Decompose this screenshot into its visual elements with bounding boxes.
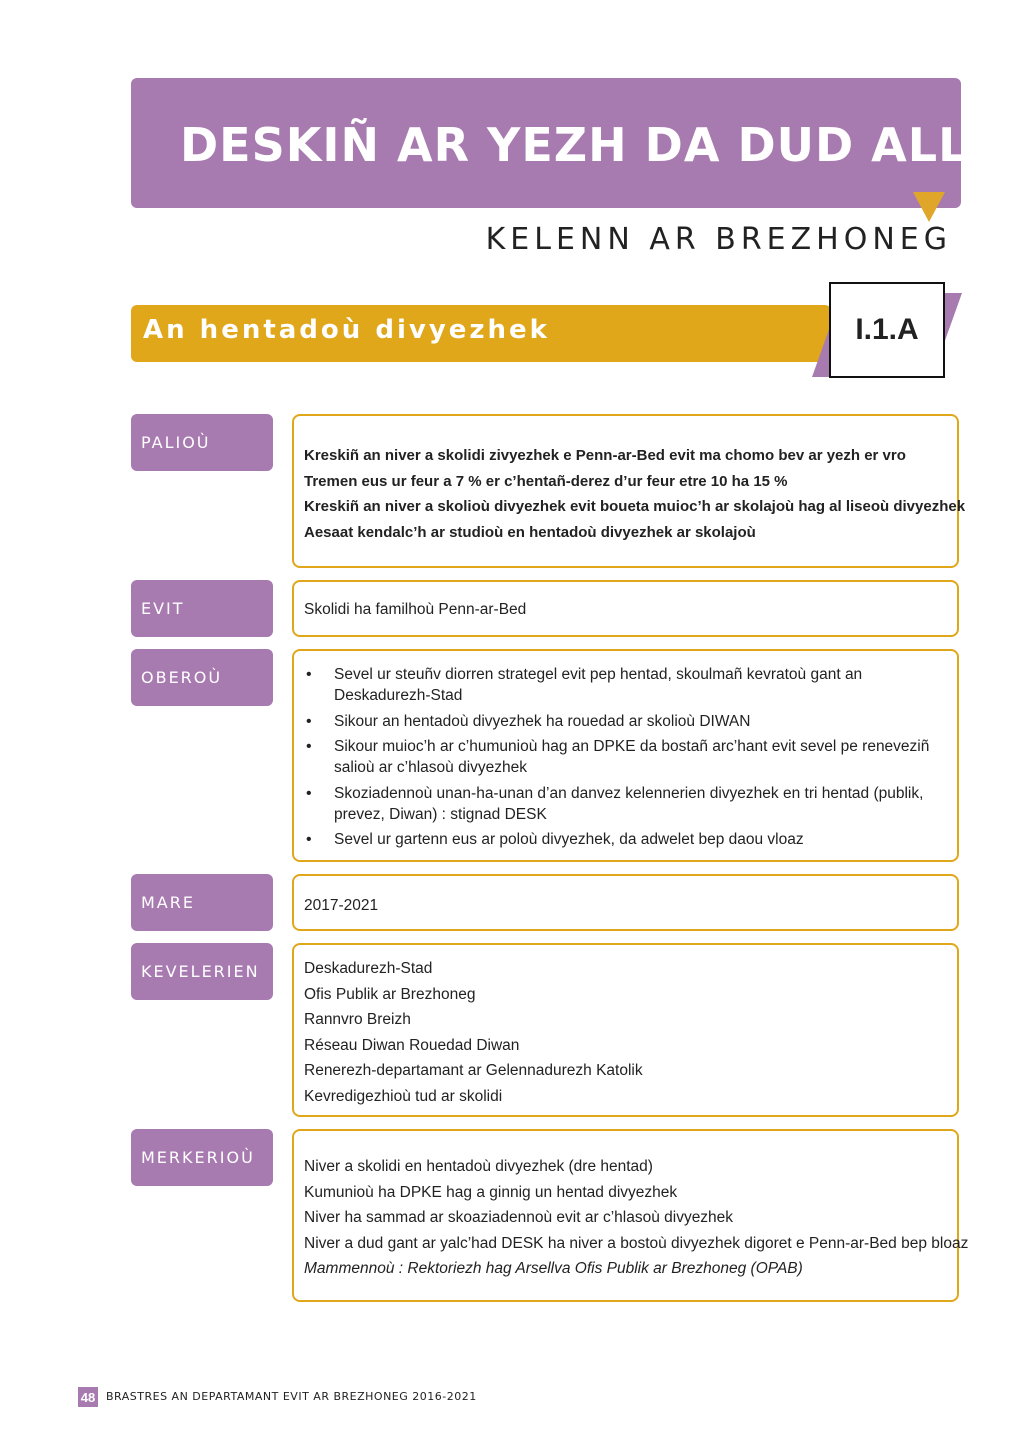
label-mare: MARE	[131, 874, 273, 931]
section-code: I.1.A	[829, 282, 945, 378]
label-palioù: PALIOÙ	[131, 414, 273, 471]
kevelerien-line: Renerezh-departamant ar Gelennadurezh Katolik	[304, 1062, 643, 1079]
merkerioù-line: Niver a skolidi en hentadoù divyezhek (dre hentad)	[304, 1158, 653, 1175]
kevelerien-line: Kevredigezhioù tud ar skolidi	[304, 1087, 503, 1105]
list-item: • Sevel ur steuñv diorren strategel evit pep hentad, skoulmañ kevratoù gant an Deskadurezh-Stad	[334, 664, 947, 706]
page-title: DESKIÑ AR YEZH DA DUD ALL	[180, 118, 969, 172]
evit-line: Skolidi ha familhoù Penn-ar-Bed	[304, 601, 527, 618]
kevelerien-line: Réseau Diwan Rouedad Diwan	[304, 1036, 520, 1054]
box-mare	[292, 874, 959, 931]
list-item: • Skoziadennoù unan-ha-unan d’an danvez kelennerien divyezhek en tri hentad (publik, prevez, Diwan) : stignad DESK	[334, 783, 947, 825]
palioù-line: Tremen eus ur feur a 7 % er c’hentañ-derez d’ur feur etre 10 ha 15 %	[304, 472, 788, 490]
kevelerien-line: Ofis Publik ar Brezhoneg	[304, 985, 476, 1003]
label-oberoù: OBEROÙ	[131, 649, 273, 706]
box-palioù	[292, 414, 966, 568]
palioù-line: Aesaat kendalc’h ar studioù en hentadoù divyezhek ar skolajoù	[304, 523, 756, 541]
merkerioù-line: Niver ha sammad ar skoaziadennoù evit ar c’hlasoù divyezhek	[304, 1209, 734, 1226]
list-item: • Sikour an hentadoù divyezhek ha rouedad ar skolioù DIWAN	[334, 711, 947, 732]
label-evit: EVIT	[131, 580, 273, 637]
box-merkerioù	[292, 1129, 969, 1302]
list-item: • Sevel ur gartenn eus ar poloù divyezhek, da adwelet bep daou vloaz	[334, 829, 947, 850]
label-kevelerien: KEVELERIEN	[131, 943, 273, 1000]
section-title: An hentadoù divyezhek	[143, 315, 550, 345]
kevelerien-line: Deskadurezh-Stad	[304, 960, 433, 977]
triangle-marker-icon	[913, 192, 945, 222]
merkerioù-line: Kumunioù ha DPKE hag a ginnig un hentad divyezhek	[304, 1183, 678, 1201]
label-merkerioù: MERKERIOÙ	[131, 1129, 273, 1186]
page-subtitle: KELENN AR BREZHONEG	[485, 222, 952, 257]
kevelerien-line: Rannvro Breizh	[304, 1011, 411, 1028]
list-item: • Sikour muioc’h ar c’humunioù hag an DPKE da bostañ arc’hant evit sevel pe reneveziñ salioù ar c’hlasoù divyezhek	[334, 736, 947, 778]
oberoù-list	[304, 664, 947, 850]
page-number-badge: 48	[78, 1387, 98, 1407]
box-evit	[292, 580, 959, 637]
merkerioù-source: Mammennoù : Rektoriezh hag Arsellva Ofis Publik ar Brezhoneg (OPAB)	[304, 1260, 803, 1277]
merkerioù-line: Niver a dud gant ar yalc’had DESK ha niver a bostoù divyezhek digoret e Penn-ar-Bed bep bloaz	[304, 1234, 969, 1252]
mare-line: 2017-2021	[304, 897, 379, 914]
footer-text: BRASTRES AN DEPARTAMANT EVIT AR BREZHONEG 2016-2021	[106, 1390, 477, 1403]
palioù-line: Kreskiñ an niver a skolioù divyezhek evit boueta muioc’h ar skolajoù hag al liseoù divyezhek	[304, 498, 966, 515]
box-oberoù	[292, 649, 959, 862]
box-kevelerien	[292, 943, 959, 1117]
palioù-line: Kreskiñ an niver a skolidi zivyezhek e Penn-ar-Bed evit ma chomo bev ar yezh er vro	[304, 447, 906, 464]
